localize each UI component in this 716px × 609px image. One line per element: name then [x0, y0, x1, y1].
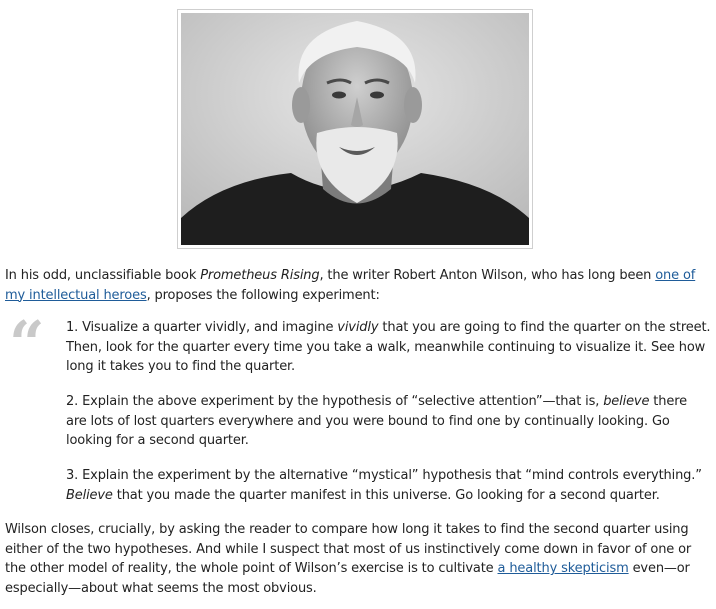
quote-item-3	[66, 466, 711, 505]
author-photo	[177, 9, 533, 249]
intellectual-heroes-link[interactable]: one of my intellectual heroes	[5, 268, 696, 303]
quote-item-1	[66, 318, 711, 377]
healthy-skepticism-link[interactable]: a healthy skepticism	[497, 561, 629, 576]
intro-text: In his odd, unclassifiable book	[5, 268, 201, 283]
intro-paragraph	[5, 266, 711, 305]
quote-emphasis: Believe	[66, 487, 113, 503]
quote-item-2	[66, 392, 711, 451]
quote-text: that you made the quarter manifest in this universe. Go looking for a second quarter.	[112, 487, 660, 503]
blockquote-mark-icon: “	[9, 307, 45, 380]
quote-text: there are lots of lost quarters everywhere and you were bound to find one by continually looking. Go looking for a second quarter.	[66, 394, 687, 448]
portrait-image	[181, 13, 529, 245]
book-title: Prometheus Rising	[200, 268, 320, 283]
quote-emphasis: believe	[603, 394, 650, 409]
quote-text: that you are going to find the quarter on the street. Then, look for the quarter every time you take a walk, meanwhile continuing to visualize it. See how long it takes you to find the quarter.	[66, 320, 711, 374]
quote-emphasis: vividly	[337, 320, 379, 335]
quote-text: 3. Explain the experiment by the alternative “mystical” hypothesis that “mind controls everything.”	[66, 468, 702, 483]
closing-text: even—or especially—about what seems the most obvious.	[5, 561, 690, 596]
intro-text: , the writer Robert Anton Wilson, who has long been	[319, 268, 656, 283]
quote-text: 1. Visualize a quarter vividly, and imagine	[66, 320, 338, 335]
quote-text: 2. Explain the above experiment by the hypothesis of “selective attention”—that is,	[66, 394, 604, 409]
closing-paragraph	[5, 520, 711, 598]
closing-text: Wilson closes, crucially, by asking the reader to compare how long it takes to find the second quarter using either of the two hypotheses. And while I suspect that most of us instinctively come down in favor of one or the other model of reality, the whole point of Wilson’s exercise is to cultivate	[5, 522, 692, 576]
intro-text: , proposes the following experiment:	[146, 287, 380, 303]
